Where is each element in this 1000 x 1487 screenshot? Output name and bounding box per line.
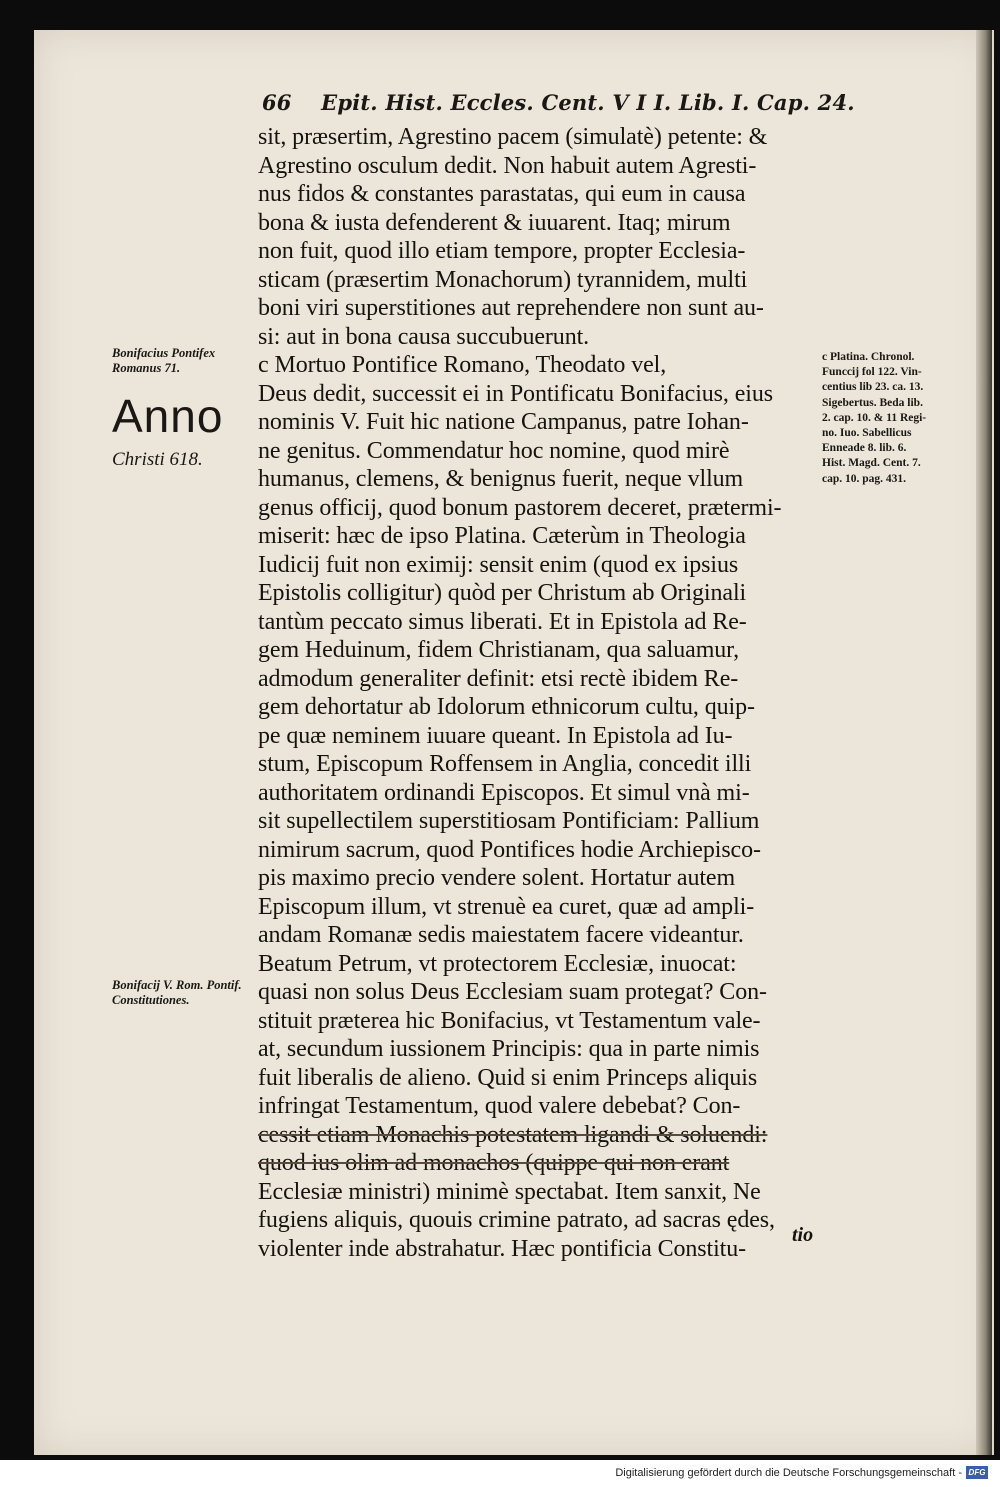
text-line: sit, præsertim, Agrestino pacem (simulatè) petente: & <box>258 124 768 150</box>
reference-line: Sigebertus. Beda lib. <box>822 396 923 409</box>
text-line: nus fidos & constantes parastatas, qui eum in causa <box>258 181 746 207</box>
reference-line: no. Iuo. Sabellicus <box>822 427 912 440</box>
margin-note-constitutiones: Bonifacij V. Rom. Pontif. Constitutiones. <box>112 978 242 1007</box>
text-line: nominis V. Fuit hic natione Campanus, patre Iohan- <box>258 409 749 435</box>
text-line: bona & iusta defenderent & iuuarent. Itaq; mirum <box>258 209 731 236</box>
catchword: tio <box>792 1224 814 1246</box>
text-line: stituit præterea hic Bonifacius, vt Testamentum vale- <box>258 1007 761 1034</box>
page-number: 66 <box>262 90 292 115</box>
text-line: pis maximo precio vendere solent. Hortatur autem <box>258 865 736 891</box>
digitization-footer: Digitalisierung gefördert durch die Deutsche Forschungsgemeinschaft - <box>615 1467 962 1479</box>
text-line: stum, Episcopum Roffensem in Anglia, concedit illi <box>258 751 752 777</box>
text-line: fuit liberalis de alieno. Quid si enim Princeps aliquis <box>258 1064 758 1091</box>
text-line: quasi non solus Deus Ecclesiam suam protegat? Con- <box>258 979 767 1005</box>
reference-line: 2. cap. 10. & 11 Regi- <box>822 411 927 424</box>
reference-line: Hist. Magd. Cent. 7. <box>822 457 921 470</box>
text-line: boni viri superstitiones aut reprehendere non sunt au- <box>258 295 764 321</box>
text-line: infringat Testamentum, quod valere debebat? Con- <box>258 1093 741 1119</box>
text-line: Iudicij fuit non eximij: sensit enim (quod ex ipsius <box>258 551 739 578</box>
text-line: si: aut in bona causa succubuerunt. <box>258 323 590 350</box>
margin-references <box>822 350 960 487</box>
text-line: authoritatem ordinandi Episcopos. Et simul vnà mi- <box>258 779 750 806</box>
text-line: nimirum sacrum, quod Pontifices hodie Archiepisco- <box>258 836 761 863</box>
text-line: tantùm peccato simus liberati. Et in Epistola ad Re- <box>258 608 747 635</box>
text-line: humanus, clemens, & benignus fuerit, neque vllum <box>258 466 744 492</box>
margin-christi-year: Christi 618. <box>112 449 203 470</box>
reference-line: cap. 10. pag. 431. <box>822 472 907 485</box>
text-line: miserit: hæc de ipso Platina. Cæterùm in Theologia <box>258 523 746 549</box>
margin-note-bonifacius: Bonifacius Pontifex Romanus 71. <box>112 346 216 375</box>
reference-line: Enneade 8. lib. 6. <box>822 442 907 455</box>
text-line: Episcopum illum, vt strenuè ea curet, quæ ad ampli- <box>258 893 755 920</box>
reference-line: c Platina. Chronol. <box>822 351 915 363</box>
reference-line: Funccij fol 122. Vin- <box>822 366 922 379</box>
text-line: Beatum Petrum, vt protectorem Ecclesiæ, inuocat: <box>258 950 737 977</box>
text-line: sticam (præsertim Monachorum) tyrannidem, multi <box>258 266 748 293</box>
text-line: Ecclesiæ ministri) minimè spectabat. Item sanxit, Ne <box>258 1178 761 1205</box>
text-line: gem dehortatur ab Idolorum ethnicorum cultu, quip- <box>258 694 755 720</box>
text-line: pe quæ neminem iuuare queant. In Epistola ad Iu- <box>258 722 733 749</box>
reference-line: centius lib 23. ca. 13. <box>822 381 924 394</box>
text-line: admodum generaliter definit: etsi rectè ibidem Re- <box>258 665 739 692</box>
text-line: ne genitus. Commendatur hoc nomine, quod mirè <box>258 437 730 464</box>
text-line: genus officij, quod bonum pastorem deceret, prætermi- <box>258 494 782 521</box>
running-head <box>262 90 855 115</box>
main-text-block <box>258 123 828 1263</box>
text-line: sit supellectilem superstitiosam Pontificiam: Pallium <box>258 808 760 834</box>
text-line: violenter inde abstrahatur. Hæc pontificia Constitu- <box>258 1235 747 1262</box>
dfg-logo-icon: DFG <box>966 1466 988 1479</box>
text-line: Deus dedit, successit ei in Pontificatu Bonifacius, eius <box>258 380 773 407</box>
text-line-struck: quod ius olim ad monachos (quippe qui non erant <box>258 1150 730 1176</box>
margin-anno: Anno <box>112 390 224 442</box>
text-line: c Mortuo Pontifice Romano, Theodato vel, <box>258 352 667 378</box>
text-line: gem Heduinum, fidem Christianam, qua saluamur, <box>258 637 740 663</box>
text-line: fugiens aliquis, quouis crimine patrato, ad sacras ędes, <box>258 1207 775 1233</box>
running-title: Epit. Hist. Eccles. Cent. V I I. Lib. I. Cap. 24. <box>321 90 855 115</box>
text-line-struck: cessit etiam Monachis potestatem ligandi & soluendi: <box>258 1121 768 1148</box>
text-line: Epistolis colligitur) quòd per Christum ab Originali <box>258 580 747 606</box>
page-edge <box>976 30 992 1455</box>
text-line: andam Romanæ sedis maiestatem facere videantur. <box>258 922 744 948</box>
text-line: Agrestino osculum dedit. Non habuit autem Agresti- <box>258 152 757 179</box>
text-line: at, secundum iussionem Principis: qua in parte nimis <box>258 1036 760 1062</box>
text-line: non fuit, quod illo etiam tempore, propter Ecclesia- <box>258 238 746 264</box>
